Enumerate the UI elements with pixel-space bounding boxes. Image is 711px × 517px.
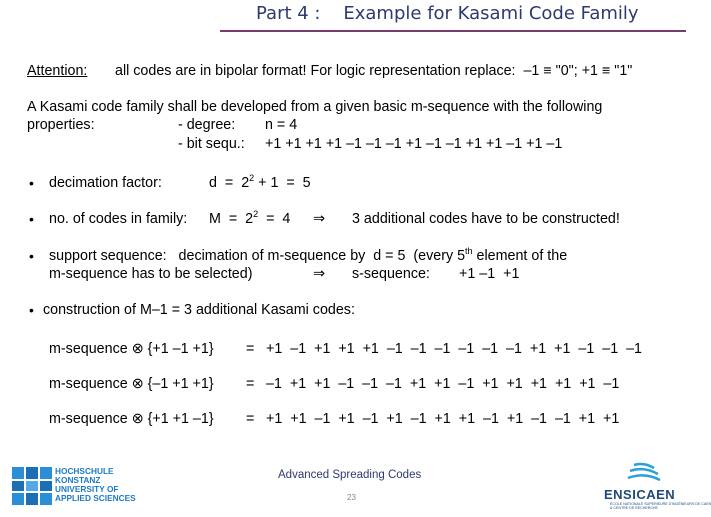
bullet-icon: • (29, 248, 34, 264)
nocodes-formula: $M = 2^2 = 4$ (209, 209, 291, 227)
hochschule-konstanz-logo-text: HOCHSCHULE KONSTANZ UNIVERSITY OF APPLIED SCIENCES (55, 466, 136, 503)
construction-text: construction of M–1 = 3 additional Kasami codes: (43, 302, 355, 318)
kasami-row-3-eq: = (246, 411, 255, 427)
support-line-2: m-sequence has to be selected) (49, 266, 253, 282)
bullet-icon: • (29, 302, 34, 318)
kasami-row-3-rhs: +1 +1 –1 +1 –1 +1 –1 +1 +1 –1 +1 –1 –1 +1 +1 (266, 411, 620, 427)
kasami-row-3-lhs: m-sequence ⊗ {+1 +1 –1} (49, 411, 214, 427)
kasami-row-1-eq: = (246, 341, 255, 357)
nocodes-result: 3 additional codes have to be constructed! (352, 211, 620, 227)
s-sequence-label: s-sequence: (352, 266, 430, 282)
slide-title: Part 4 : Example for Kasami Code Family (256, 3, 639, 24)
bitseq-value: +1 +1 +1 +1 –1 –1 –1 +1 –1 –1 +1 +1 –1 +1 –1 (265, 136, 563, 152)
kasami-row-1-lhs: m-sequence ⊗ {+1 –1 +1} (49, 341, 214, 357)
page-number: 23 (347, 493, 356, 502)
attention-text: all codes are in bipolar format! For logic representation replace: –1 ≡ "0"; +1 ≡ "1" (115, 63, 633, 79)
bullet-icon: • (29, 175, 34, 191)
support-line-1: support sequence: decimation of m-sequence by d = 5 (every 5th element of the (49, 246, 568, 264)
bullet-icon: • (29, 211, 34, 227)
bitseq-label: - bit sequ.: (178, 136, 245, 152)
s-sequence-value: +1 –1 +1 (459, 266, 520, 282)
hochschule-konstanz-logo-icon (12, 467, 52, 505)
kasami-row-2-rhs: –1 +1 +1 –1 –1 –1 +1 +1 –1 +1 +1 +1 +1 +1 –1 (266, 376, 620, 392)
intro-properties-label: properties: (27, 117, 95, 133)
ensicaen-logo-subtext: ÉCOLE NATIONALE SUPÉRIEURE D'INGÉNIEURS DE CAEN & CENTRE DE RECHERCHE (610, 502, 711, 510)
kasami-row-2-lhs: m-sequence ⊗ {–1 +1 +1} (49, 376, 214, 392)
kasami-row-1-rhs: +1 –1 +1 +1 +1 –1 –1 –1 –1 –1 –1 +1 +1 –1 –1 –1 (266, 341, 642, 357)
nocodes-label: no. of codes in family: (49, 211, 188, 227)
ensicaen-logo-text: ENSICAEN (604, 487, 676, 502)
kasami-row-2-eq: = (246, 376, 255, 392)
implies-icon: ⇒ (313, 266, 325, 282)
degree-label: - degree: (178, 117, 236, 133)
decimation-label: decimation factor: (49, 175, 162, 191)
title-divider (220, 30, 686, 32)
footer-course-title: Advanced Spreading Codes (278, 469, 422, 481)
attention-label: Attention: (27, 63, 88, 79)
implies-icon: ⇒ (313, 211, 325, 227)
decimation-formula: $d = 2^2 + 1 = 5$ (209, 173, 311, 191)
intro-line-1: A Kasami code family shall be developed from a given basic m-sequence with the following (27, 99, 603, 115)
degree-value: n = 4 (265, 117, 298, 133)
